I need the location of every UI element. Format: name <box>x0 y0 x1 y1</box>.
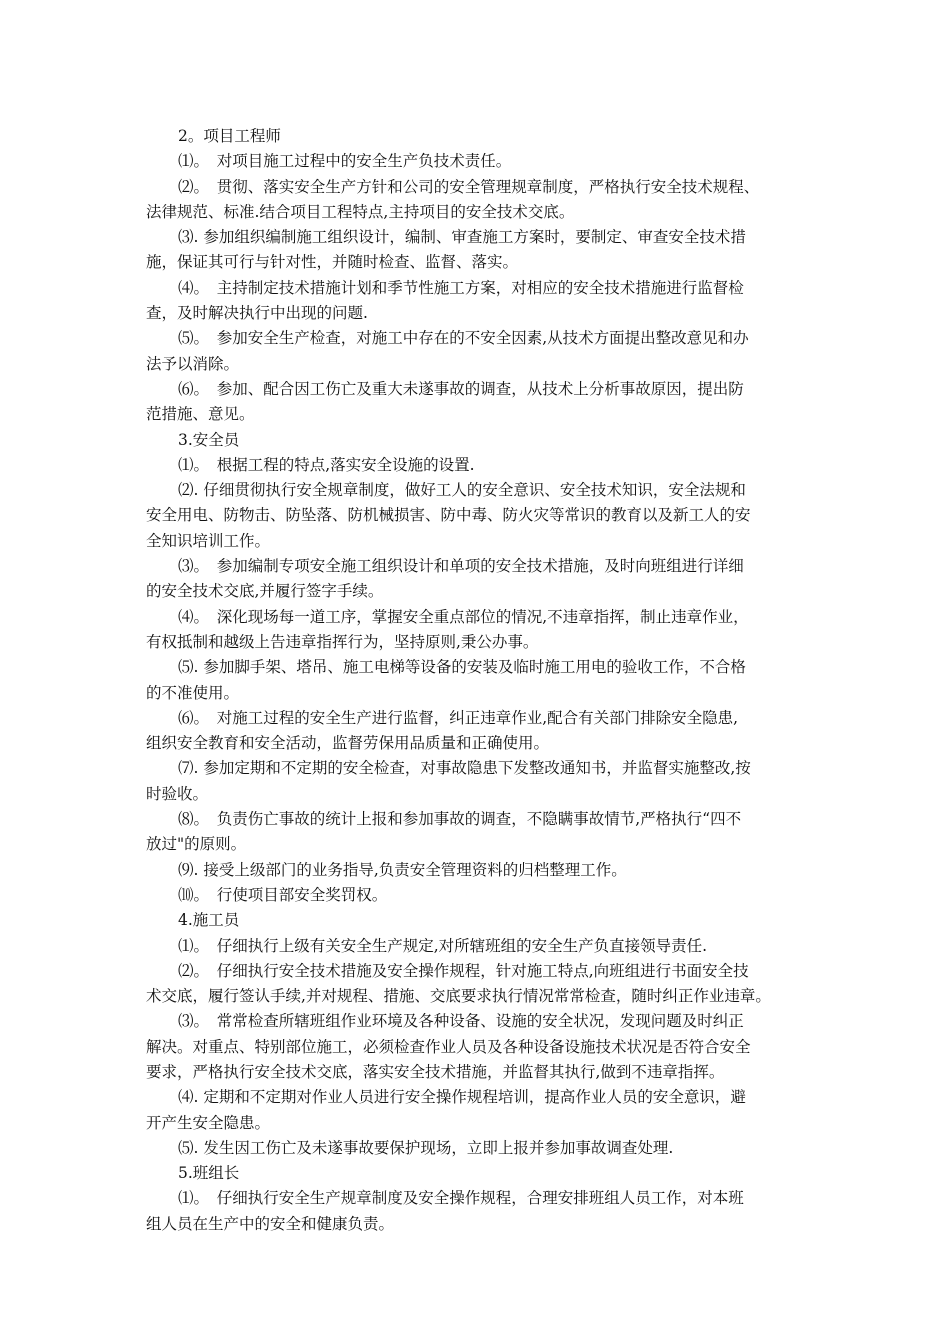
text-line: ⑻。 负责伤亡事故的统计上报和参加事故的调查，不隐瞒事故情节,严格执行“四不 <box>178 810 742 829</box>
text-line: 法律规范、标准.结合项目工程特点,主持项目的安全技术交底。 <box>146 202 575 221</box>
text-line: 4.施工员 <box>178 911 240 930</box>
text-line: 的不准使用。 <box>146 683 240 702</box>
text-line: ⑵. 仔细贯彻执行安全规章制度，做好工人的安全意识、安全技术知识，安全法规和 <box>178 481 746 500</box>
document-page <box>146 124 810 1237</box>
text-line: ⑷。 深化现场每一道工序，掌握安全重点部位的情况,不违章指挥，制止违章作业， <box>178 607 749 626</box>
text-line: 2。项目工程师 <box>178 127 281 145</box>
text-line: 解决。对重点、特别部位施工，必须检查作业人员及各种设备设施技术状况是否符合安全 <box>146 1037 751 1056</box>
text-line: 组织安全教育和安全活动，监督劳保用品质量和正确使用。 <box>146 734 550 753</box>
text-line: 范措施、意见。 <box>146 405 255 424</box>
text-line: ⑺. 参加定期和不定期的安全检查，对事故隐患下发整改通知书，并监督实施整改,按 <box>178 759 751 778</box>
text-line: 法予以消除。 <box>146 354 240 373</box>
text-line: 安全用电、防物击、防坠落、防机械损害、防中毒、防火灾等常识的教育以及新工人的安 <box>146 506 751 525</box>
text-line: ⑵。 贯彻、落实安全生产方针和公司的安全管理规章制度，严格执行安全技术规程、 <box>178 177 760 196</box>
text-line: 有权抵制和越级上告违章指挥行为，坚持原则,秉公办事。 <box>146 632 539 651</box>
text-line: 开产生安全隐患。 <box>146 1113 271 1132</box>
text-line: 查，及时解决执行中出现的问题. <box>146 304 368 323</box>
text-line: ⑴。 仔细执行上级有关安全生产规定,对所辖班组的安全生产负直接领导责任. <box>178 936 708 955</box>
text-line: ⑴。 根据工程的特点,落实安全设施的设置. <box>178 455 475 474</box>
text-line: ⑼. 接受上级部门的业务指导,负责安全管理资料的归档整理工作。 <box>178 860 627 879</box>
text-line: 施，保证其可行与针对性，并随时检查、监督、落实。 <box>146 253 519 272</box>
text-line: 全知识培训工作。 <box>146 531 271 550</box>
text-line: ⑶。 常常检查所辖班组作业环境及各种设备、设施的安全状况，发现问题及时纠正 <box>178 1012 744 1031</box>
text-line: ⑽。 行使项目部安全奖罚权。 <box>178 885 388 904</box>
text-line: ⑶. 参加组织编制施工组织设计，编制、审查施工方案时，要制定、审查安全技术措 <box>178 228 746 247</box>
text-line: ⑹。 参加、配合因工伤亡及重大未遂事故的调查，从技术上分析事故原因，提出防 <box>178 379 744 398</box>
text-line: ⑴。 仔细执行安全生产规章制度及安全操作规程，合理安排班组人员工作，对本班 <box>178 1189 744 1208</box>
text-line: ⑸. 参加脚手架、塔吊、施工电梯等设备的安装及临时施工用电的验收工作，不合格 <box>178 658 746 677</box>
text-line: 放过"的原则。 <box>146 835 247 854</box>
text-line: 要求，严格执行安全技术交底，落实安全技术措施，并监督其执行,做到不违章指挥。 <box>146 1062 725 1081</box>
text-line: ⑴。 对项目施工过程中的安全生产负技术责任。 <box>178 152 512 171</box>
text-line: ⑸。 参加安全生产检查，对施工中存在的不安全因素,从技术方面提出整改意见和办 <box>178 329 749 348</box>
text-line: 时验收。 <box>146 784 209 803</box>
text-line: 5.班组长 <box>178 1164 240 1183</box>
text-line: ⑹。 对施工过程的安全生产进行监督，纠正违章作业,配合有关部门排除安全隐患, <box>178 708 739 727</box>
text-line: ⑶。 参加编制专项安全施工组织设计和单项的安全技术措施，及时向班组进行详细 <box>178 557 744 576</box>
text-line: 术交底，履行签认手续,并对规程、措施、交底要求执行情况常常检查，随时纠正作业违章。 <box>146 987 771 1006</box>
text-line: 组人员在生产中的安全和健康负责。 <box>146 1214 395 1233</box>
text-line: ⑸. 发生因工伤亡及未遂事故要保护现场，立即上报并参加事故调查处理. <box>178 1138 674 1157</box>
text-line: ⑵。 仔细执行安全技术措施及安全操作规程，针对施工特点,向班组进行书面安全技 <box>178 961 749 980</box>
text-line: 3.安全员 <box>178 430 240 449</box>
text-line: ⑷. 定期和不定期对作业人员进行安全操作规程培训，提高作业人员的安全意识，避 <box>178 1088 746 1107</box>
text-line: 的安全技术交底,并履行签字手续。 <box>146 582 384 601</box>
text-line: ⑷。 主持制定技术措施计划和季节性施工方案，对相应的安全技术措施进行监督检 <box>178 278 744 297</box>
